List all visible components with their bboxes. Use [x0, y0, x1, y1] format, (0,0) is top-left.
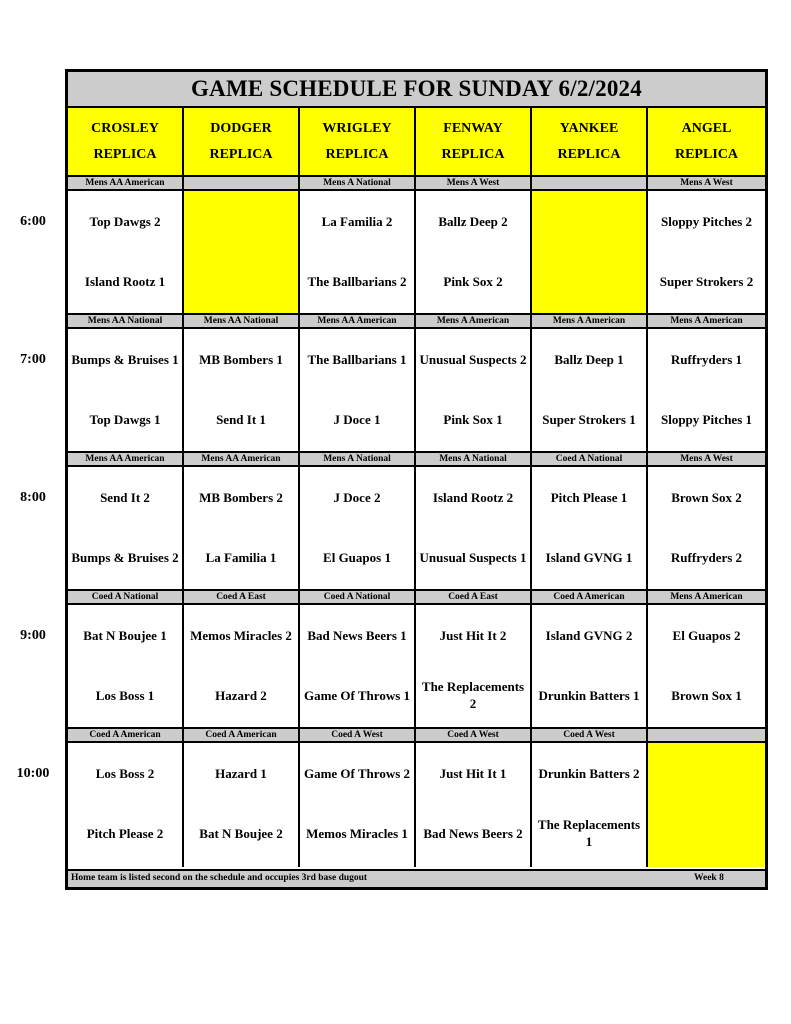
game-cell	[532, 743, 648, 867]
field-name: YANKEE	[559, 120, 619, 136]
game-cell	[532, 329, 648, 451]
away-team: J Doce 2	[333, 489, 381, 505]
game-cell	[300, 605, 416, 727]
open-slot	[532, 191, 648, 313]
away-team: Los Boss 2	[95, 765, 155, 781]
away-team: Brown Sox 2	[671, 489, 742, 505]
game-cell	[300, 191, 416, 313]
field-header-angel	[648, 108, 765, 177]
field-header-wrigley	[300, 108, 416, 177]
open-slot	[648, 743, 765, 867]
game-cell	[532, 467, 648, 589]
game-cell	[300, 743, 416, 867]
game-cell	[648, 467, 765, 589]
division-label: Coed A West	[532, 727, 648, 743]
division-label: Coed A National	[300, 589, 416, 605]
division-label: Mens A American	[532, 313, 648, 329]
away-team: Sloppy Pitches 2	[660, 213, 752, 229]
division-label: Mens A American	[648, 313, 765, 329]
home-team: J Doce 1	[333, 411, 381, 427]
field-header-dodger	[184, 108, 300, 177]
away-team: Top Dawgs 2	[89, 213, 161, 229]
away-team: Ballz Deep 2	[438, 213, 508, 229]
division-label: Mens A West	[648, 451, 765, 467]
away-team: La Familia 2	[321, 213, 393, 229]
home-team: El Guapos 1	[323, 549, 391, 565]
away-team: Send It 2	[100, 489, 150, 505]
home-team: Bumps & Bruises 2	[71, 549, 179, 565]
home-team: Hazard 2	[215, 687, 267, 703]
division-label: Mens AA American	[68, 451, 184, 467]
division-label: Coed A West	[416, 727, 532, 743]
home-team: Pink Sox 1	[443, 411, 503, 427]
away-team: Memos Miracles 2	[190, 627, 292, 643]
time-slot-label: 9:00	[20, 628, 46, 643]
away-team: Ruffryders 1	[670, 351, 743, 367]
game-cell	[532, 605, 648, 727]
game-cell	[68, 329, 184, 451]
field-header-crosley	[68, 108, 184, 177]
away-team: El Guapos 2	[672, 627, 741, 643]
game-cell	[416, 467, 532, 589]
division-label	[184, 175, 300, 191]
game-cell	[300, 467, 416, 589]
field-header-yankee	[532, 108, 648, 177]
home-team: Pitch Please 2	[86, 825, 164, 841]
away-team: Unusual Suspects 2	[419, 351, 527, 367]
division-label: Coed A National	[68, 589, 184, 605]
home-team: The Replacements 2	[421, 679, 525, 711]
game-cell	[184, 743, 300, 867]
division-label: Coed A West	[300, 727, 416, 743]
home-team: Brown Sox 1	[671, 687, 742, 703]
field-name: ANGEL	[681, 120, 732, 136]
time-slot-label: 8:00	[20, 490, 46, 505]
division-label: Mens AA American	[300, 313, 416, 329]
home-team: Bat N Boujee 2	[199, 825, 283, 841]
away-team: Island GVNG 2	[545, 627, 633, 643]
home-team-note: Home team is listed second on the schedule and occupies 3rd base dugout	[71, 873, 368, 883]
division-label: Coed A East	[184, 589, 300, 605]
game-cell	[184, 329, 300, 451]
division-label: Mens A American	[648, 589, 765, 605]
division-label: Mens A American	[416, 313, 532, 329]
division-label: Coed A National	[532, 451, 648, 467]
field-name: WRIGLEY	[322, 120, 392, 136]
field-type: REPLICA	[557, 146, 621, 162]
away-team: Bad News Beers 1	[307, 627, 407, 643]
time-slot-label: 6:00	[20, 214, 46, 229]
division-label: Mens AA National	[184, 313, 300, 329]
home-team: Island GVNG 1	[545, 549, 633, 565]
open-slot	[184, 191, 300, 313]
away-team: Island Rootz 2	[432, 489, 514, 505]
home-team: La Familia 1	[205, 549, 277, 565]
away-team: Just Hit It 1	[439, 765, 507, 781]
away-team: Just Hit It 2	[439, 627, 507, 643]
field-header-fenway	[416, 108, 532, 177]
home-team: Bad News Beers 2	[423, 825, 523, 841]
home-team: Drunkin Batters 1	[538, 687, 640, 703]
home-team: Los Boss 1	[95, 687, 155, 703]
game-cell	[68, 743, 184, 867]
home-team: Top Dawgs 1	[89, 411, 161, 427]
game-cell	[648, 329, 765, 451]
time-slot-label: 7:00	[20, 352, 46, 367]
field-name: CROSLEY	[91, 120, 159, 136]
division-label: Coed A American	[184, 727, 300, 743]
division-label: Coed A American	[532, 589, 648, 605]
game-cell	[184, 467, 300, 589]
home-team: Super Strokers 1	[542, 411, 636, 427]
home-team: The Ballbarians 2	[307, 273, 407, 289]
division-label	[532, 175, 648, 191]
away-team: Drunkin Batters 2	[538, 765, 640, 781]
home-team: Super Strokers 2	[659, 273, 754, 289]
away-team: Bumps & Bruises 1	[71, 351, 179, 367]
field-name: DODGER	[210, 120, 272, 136]
away-team: Ballz Deep 1	[554, 351, 624, 367]
away-team: MB Bombers 2	[199, 489, 283, 505]
away-team: Hazard 1	[215, 765, 267, 781]
away-team: Game Of Throws 2	[303, 765, 411, 781]
field-type: REPLICA	[93, 146, 157, 162]
division-label: Mens AA American	[184, 451, 300, 467]
game-cell	[416, 605, 532, 727]
division-label: Mens AA American	[68, 175, 184, 191]
home-team: Island Rootz 1	[84, 273, 166, 289]
game-cell	[300, 329, 416, 451]
time-slot-label: 10:00	[16, 766, 50, 781]
division-label: Coed A American	[68, 727, 184, 743]
field-type: REPLICA	[441, 146, 505, 162]
home-team: Send It 1	[216, 411, 266, 427]
home-team: Sloppy Pitches 1	[660, 411, 752, 427]
away-team: Bat N Boujee 1	[83, 627, 167, 643]
away-team: Pitch Please 1	[550, 489, 628, 505]
away-team: MB Bombers 1	[199, 351, 283, 367]
game-cell	[416, 743, 532, 867]
division-label	[648, 727, 765, 743]
home-team: Pink Sox 2	[443, 273, 503, 289]
division-label: Mens A National	[300, 451, 416, 467]
week-label: Week 8	[694, 873, 724, 883]
game-cell	[648, 191, 765, 313]
division-label: Mens AA National	[68, 313, 184, 329]
game-cell	[416, 191, 532, 313]
field-type: REPLICA	[325, 146, 389, 162]
game-cell	[184, 605, 300, 727]
division-label: Mens A National	[416, 451, 532, 467]
home-team: Memos Miracles 1	[306, 825, 408, 841]
home-team: The Replacements 1	[537, 817, 641, 849]
field-type: REPLICA	[674, 146, 738, 162]
game-cell	[648, 605, 765, 727]
division-label: Mens A West	[416, 175, 532, 191]
schedule-sheet	[65, 69, 768, 890]
footer-bar	[68, 869, 765, 887]
home-team: Unusual Suspects 1	[419, 549, 527, 565]
home-team: Ruffryders 2	[670, 549, 743, 565]
game-cell	[416, 329, 532, 451]
game-cell	[68, 605, 184, 727]
game-cell	[68, 191, 184, 313]
away-team: The Ballbarians 1	[307, 351, 407, 367]
division-label: Mens A National	[300, 175, 416, 191]
field-name: FENWAY	[443, 120, 503, 136]
division-label: Mens A West	[648, 175, 765, 191]
field-type: REPLICA	[209, 146, 273, 162]
game-cell	[68, 467, 184, 589]
page-title: GAME SCHEDULE FOR SUNDAY 6/2/2024	[68, 72, 765, 108]
home-team: Game Of Throws 1	[303, 687, 411, 703]
division-label: Coed A East	[416, 589, 532, 605]
